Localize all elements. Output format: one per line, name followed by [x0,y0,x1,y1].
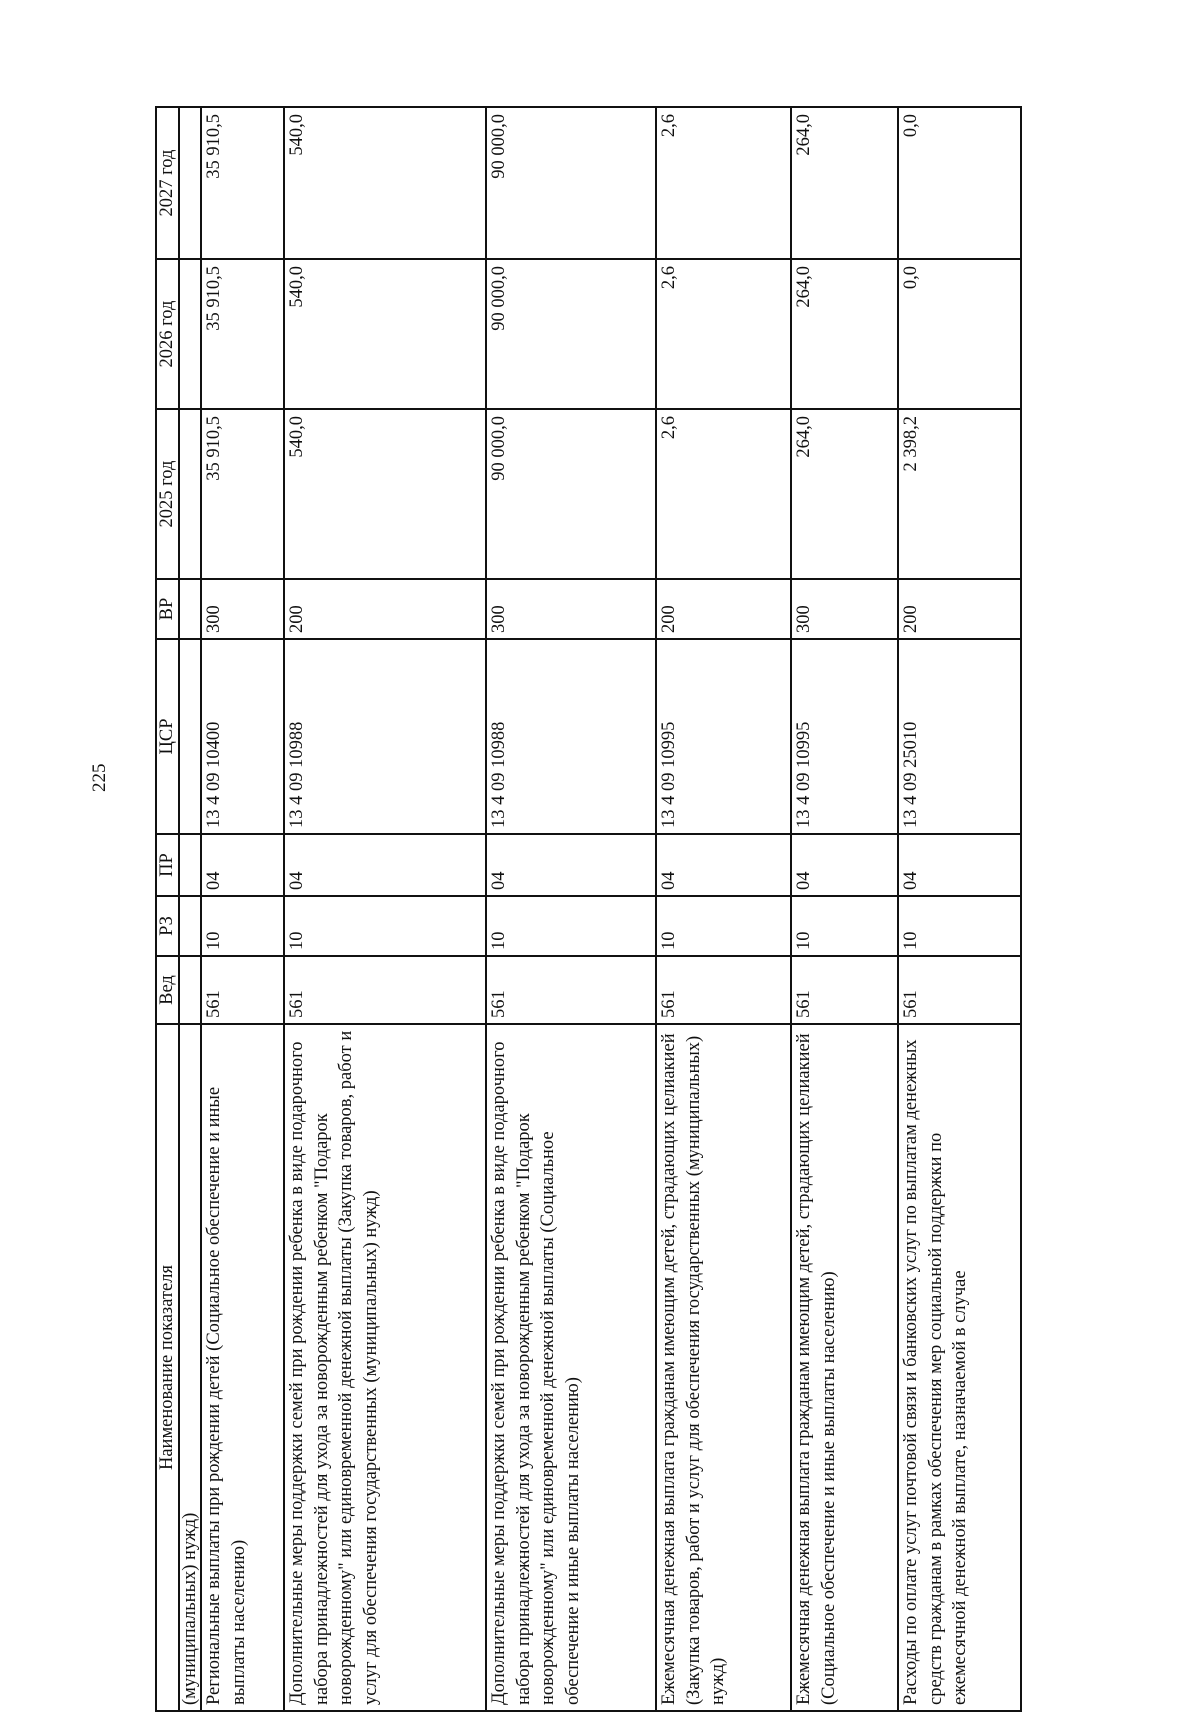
row-2027: 2,6 [656,107,791,259]
row-vr: 300 [201,579,284,639]
row-pr: 04 [284,834,486,896]
row-rz: 10 [201,896,284,956]
header-2027: 2027 год [156,107,179,259]
row-csr: 13 4 09 10400 [201,639,284,834]
rotated-page-content [89,108,1020,1712]
row-2025: 90 000,0 [486,409,656,579]
row-name: Дополнительные меры поддержки семей при рождении ребенка в виде подарочного набора принадлежностей для ухода за новорожденным ребенком "Подарок новорожденному" или единовременной денежной выплаты (Закупка товаров, работ и услуг для обеспечения государственных (муниципальных) нужд) [284,1024,486,1711]
row-pr: 04 [656,834,791,896]
row-name: Ежемесячная денежная выплата гражданам имеющим детей, страдающих целиакией (Социальное обеспечение и иные выплаты населению) [791,1024,898,1711]
row-csr: 13 4 09 25010 [898,639,1021,834]
header-name: Наименование показателя [156,1024,179,1711]
table-row [898,107,1021,1711]
row-rz: 10 [486,896,656,956]
row-pr: 04 [898,834,1021,896]
header-vr: ВР [156,579,179,639]
row-rz: 10 [791,896,898,956]
row-2025: 264,0 [791,409,898,579]
budget-table [155,106,1022,1712]
row-2025: 35 910,5 [201,409,284,579]
row-rz: 10 [656,896,791,956]
continuation-row [179,107,201,1711]
row-csr: 13 4 09 10988 [284,639,486,834]
row-2027: 0,0 [898,107,1021,259]
row-rz: 10 [284,896,486,956]
row-2025: 2 398,2 [898,409,1021,579]
row-2027: 90 000,0 [486,107,656,259]
table-row [201,107,284,1711]
row-2026: 540,0 [284,259,486,409]
row-2026: 264,0 [791,259,898,409]
row-ved: 561 [201,956,284,1024]
header-row [156,107,179,1711]
row-ved: 561 [898,956,1021,1024]
header-2025: 2025 год [156,409,179,579]
header-rz: РЗ [156,896,179,956]
row-ved: 561 [486,956,656,1024]
row-2026: 2,6 [656,259,791,409]
row-ved: 561 [656,956,791,1024]
row-name: Ежемесячная денежная выплата гражданам имеющим детей, страдающих целиакией (Закупка товаров, работ и услуг для обеспечения государственных (муниципальных) нужд) [656,1024,791,1711]
row-pr: 04 [201,834,284,896]
row-2025: 540,0 [284,409,486,579]
row-ved: 561 [791,956,898,1024]
row-vr: 200 [284,579,486,639]
row-pr: 04 [791,834,898,896]
row-2026: 90 000,0 [486,259,656,409]
row-2027: 264,0 [791,107,898,259]
row-csr: 13 4 09 10995 [656,639,791,834]
row-2025: 2,6 [656,409,791,579]
header-csr: ЦСР [156,639,179,834]
header-pr: ПР [156,834,179,896]
row-name: Региональные выплаты при рождении детей (Социальное обеспечение и иные выплаты населению) [201,1024,284,1711]
row-pr: 04 [486,834,656,896]
row-vr: 300 [791,579,898,639]
row-csr: 13 4 09 10995 [791,639,898,834]
row-2027: 540,0 [284,107,486,259]
table-row [284,107,486,1711]
table-row [791,107,898,1711]
header-2026: 2026 год [156,259,179,409]
row-2026: 35 910,5 [201,259,284,409]
table-row [656,107,791,1711]
page-number: 225 [89,763,110,792]
row-csr: 13 4 09 10988 [486,639,656,834]
row-rz: 10 [898,896,1021,956]
row-vr: 200 [898,579,1021,639]
table-row [486,107,656,1711]
row-name: Расходы по оплате услуг почтовой связи и банковских услуг по выплатам денежных средств гражданам в рамках обеспечения мер социальной поддержки по ежемесячной денежной выплате, назначаемой в случае [898,1024,1021,1711]
row-vr: 200 [656,579,791,639]
row-ved: 561 [284,956,486,1024]
header-ved: Вед [156,956,179,1024]
continuation-text: (муниципальных) нужд) [179,1024,201,1711]
row-vr: 300 [486,579,656,639]
row-2026: 0,0 [898,259,1021,409]
row-name: Дополнительные меры поддержки семей при рождении ребенка в виде подарочного набора принадлежностей для ухода за новорожденным ребенком "Подарок новорожденному" или единовременной денежной выплаты (Социальное обеспечение и иные выплаты населению) [486,1024,656,1711]
row-2027: 35 910,5 [201,107,284,259]
